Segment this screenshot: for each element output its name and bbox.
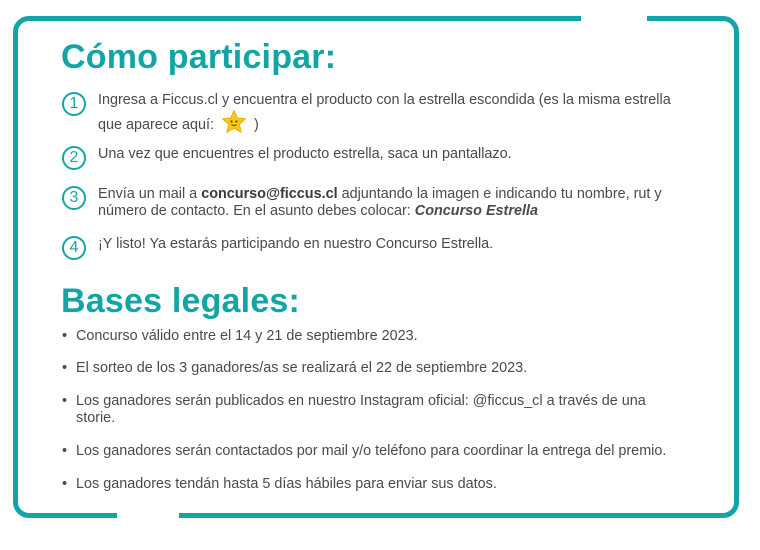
bases-list	[62, 328, 686, 493]
step-number: 2	[62, 146, 86, 170]
border-gap-bottom	[117, 510, 179, 526]
step-text-part: Ingresa a Ficcus.cl y encuentra el producto con la estrella escondida (es la misma estrella que aparece aquí:	[98, 92, 671, 133]
section-title-participar: Cómo participar:	[61, 38, 337, 76]
step-text	[98, 186, 698, 220]
step-text-part: adjuntando la imagen e indicando tu nombre, rut y número de contacto. En el asunto debes colocar:	[98, 186, 662, 219]
star-icon	[220, 109, 248, 140]
list-item: • Los ganadores serán contactados por mail y/o teléfono para coordinar la entrega del premio.	[62, 443, 676, 460]
step-text: Una vez que encuentres el producto estrella, saca un pantallazo.	[98, 146, 512, 162]
step-text-part: )	[254, 117, 259, 133]
step-text-part: Envía un mail a	[98, 186, 202, 202]
list-item: • Concurso válido entre el 14 y 21 de septiembre 2023.	[62, 328, 686, 345]
list-item: • Los ganadores serán publicados en nuestro Instagram oficial: @ficcus_cl a través de una storie.	[62, 393, 676, 427]
step-text: ¡Y listo! Ya estarás participando en nuestro Concurso Estrella.	[98, 236, 494, 252]
email-subject: Concurso Estrella	[414, 203, 538, 219]
list-item: • El sorteo de los 3 ganadores/as se realizará el 22 de septiembre 2023.	[62, 360, 686, 377]
border-gap-top	[581, 10, 647, 26]
step-number: 1	[62, 92, 86, 116]
section-title-bases: Bases legales:	[61, 282, 301, 320]
list-item: • Los ganadores tendán hasta 5 días hábiles para enviar sus datos.	[62, 476, 686, 493]
step-text	[98, 92, 688, 140]
step-number: 3	[62, 186, 86, 210]
step-number: 4	[62, 236, 86, 260]
contest-email: concurso@ficcus.cl	[201, 186, 338, 202]
